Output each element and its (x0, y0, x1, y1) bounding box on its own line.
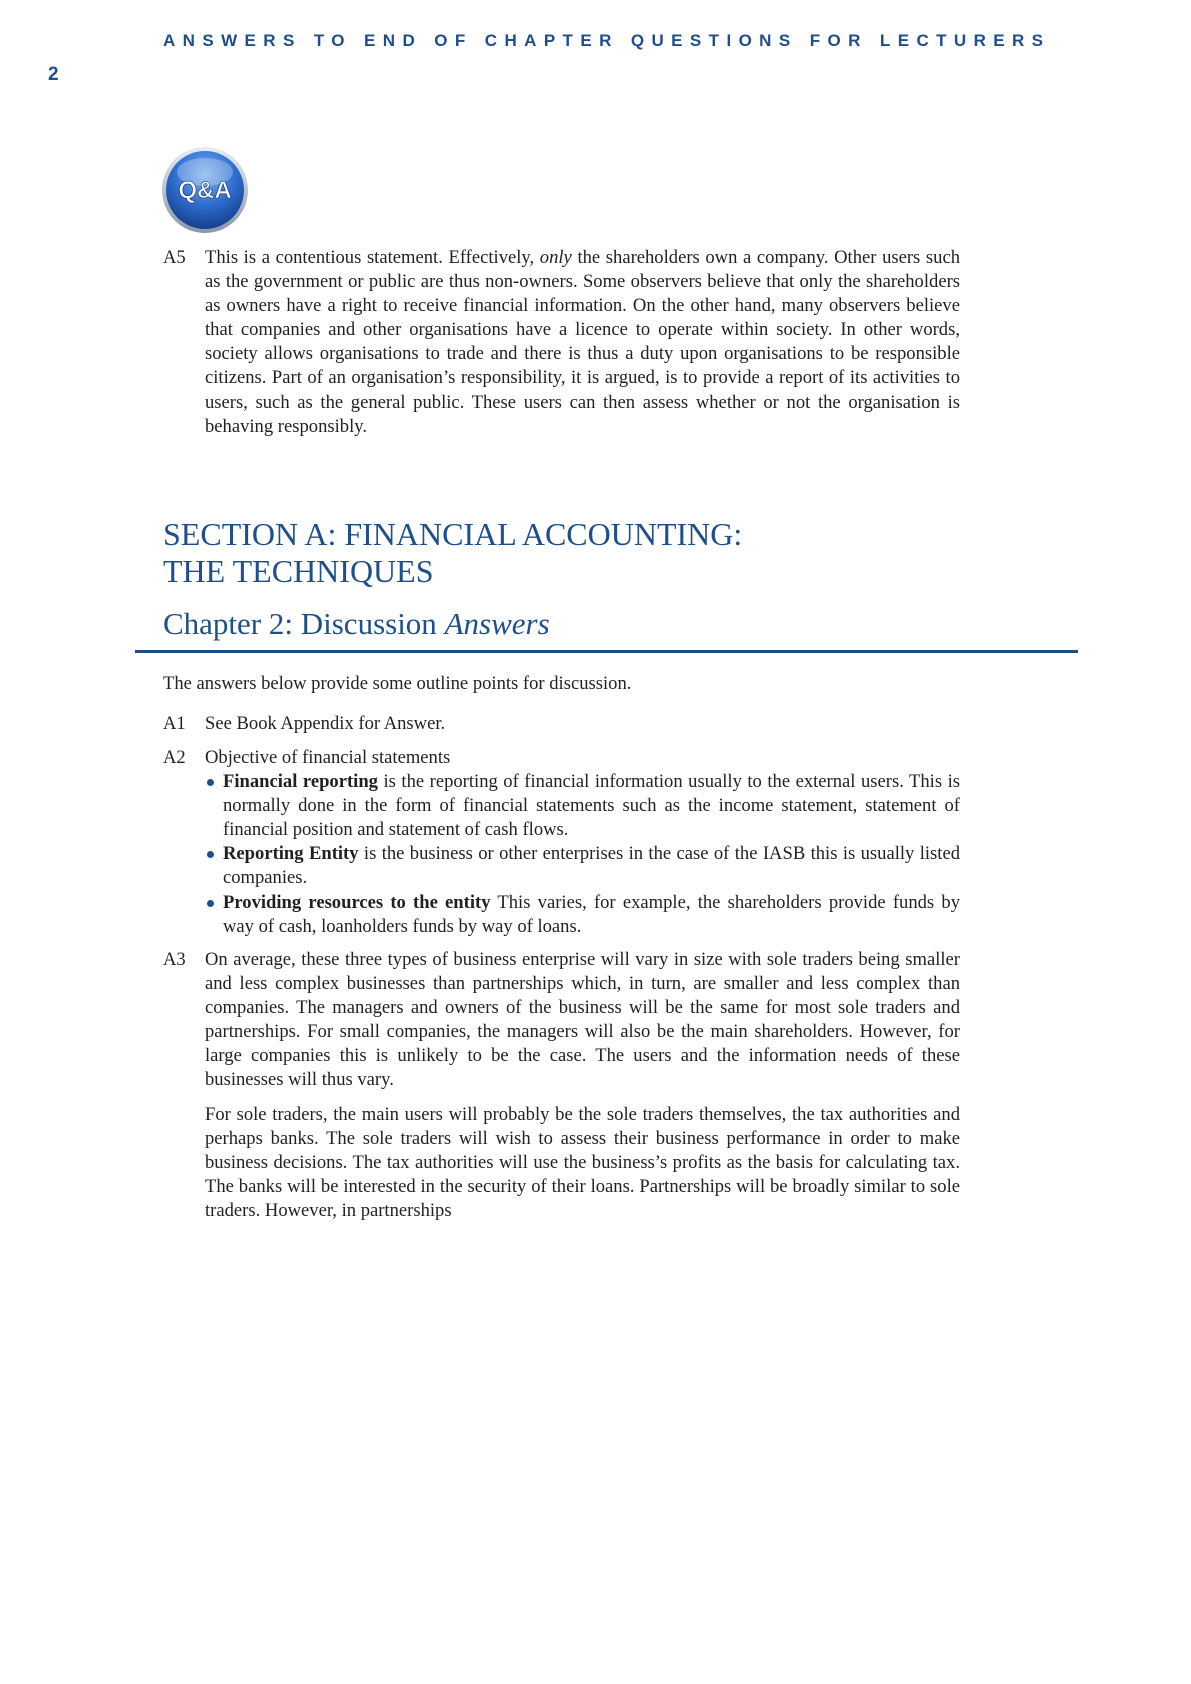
list-item: Providing resources to the entity This varies, for example, the shareholders provide funds by way of cash, loanholders funds by way of loans. (205, 891, 960, 939)
answer-a5 (163, 246, 960, 439)
answer-text: This is a contentious statement. Effectively, only the shareholders own a company. Other users such as the government or public are thus non-owners. Some observers believe that only the shareholders as owners have a right to receive financial information. On the other hand, many observers believe that companies and other organisations have a licence to operate within society. In other words, society allows organisations to trade and there is thus a duty upon organisations to be responsible citizens. Part of an organisation’s responsibility, it is argued, is to provide a report of its activities to users, such as the general public. These users can then assess whether or not the organisation is behaving responsibly. (205, 247, 961, 437)
answer-a3 (163, 948, 960, 1223)
answer-a1 (163, 712, 960, 736)
page-number: 2 (48, 64, 59, 85)
chapter-title: Chapter 2: Discussion Answers (163, 606, 550, 641)
qa-icon (161, 146, 249, 234)
title-divider (135, 650, 1078, 653)
answer-number: A2 (163, 747, 186, 768)
list-item: Financial reporting is the reporting of financial information usually to the external users. This is normally done in the form of financial statements such as the income statement, statement of financial position and statement of cash flows. (205, 770, 960, 842)
intro-text: The answers below provide some outline points for discussion. (163, 673, 632, 694)
list-item: Reporting Entity is the business or other enterprises in the case of the IASB this is usually listed companies. (205, 842, 960, 890)
answer-heading: Objective of financial statements (205, 747, 451, 768)
bullet-list (205, 770, 960, 939)
answer-number: A5 (163, 247, 186, 268)
answer-number: A1 (163, 713, 186, 734)
answer-a2 (163, 746, 960, 939)
qa-badge-label: Q&A (178, 177, 232, 204)
answer-number: A3 (163, 949, 186, 970)
section-title: SECTION A: FINANCIAL ACCOUNTING: THE TECHNIQUES (163, 516, 743, 589)
running-head: ANSWERS TO END OF CHAPTER QUESTIONS FOR LECTURERS (163, 31, 1051, 50)
answer-paragraph: On average, these three types of business enterprise will vary in size with sole traders being smaller and less complex businesses than partnerships which, in turn, are smaller and less complex than companies. The managers and owners of the business will be the same for most sole traders and partnerships. For small companies, the managers will also be the main shareholders. However, for large companies this is unlikely to be the case. The users and the information needs of these businesses will thus vary. (205, 949, 960, 1091)
answer-paragraph: For sole traders, the main users will probably be the sole traders themselves, the tax authorities and perhaps banks. The sole traders will wish to assess their business performance in order to make business decisions. The tax authorities will use the business’s profits as the basis for calculating tax. The banks will be interested in the security of their loans. Partnerships will be broadly similar to sole traders. However, in partnerships (205, 1103, 960, 1221)
answer-text: See Book Appendix for Answer. (205, 713, 446, 734)
